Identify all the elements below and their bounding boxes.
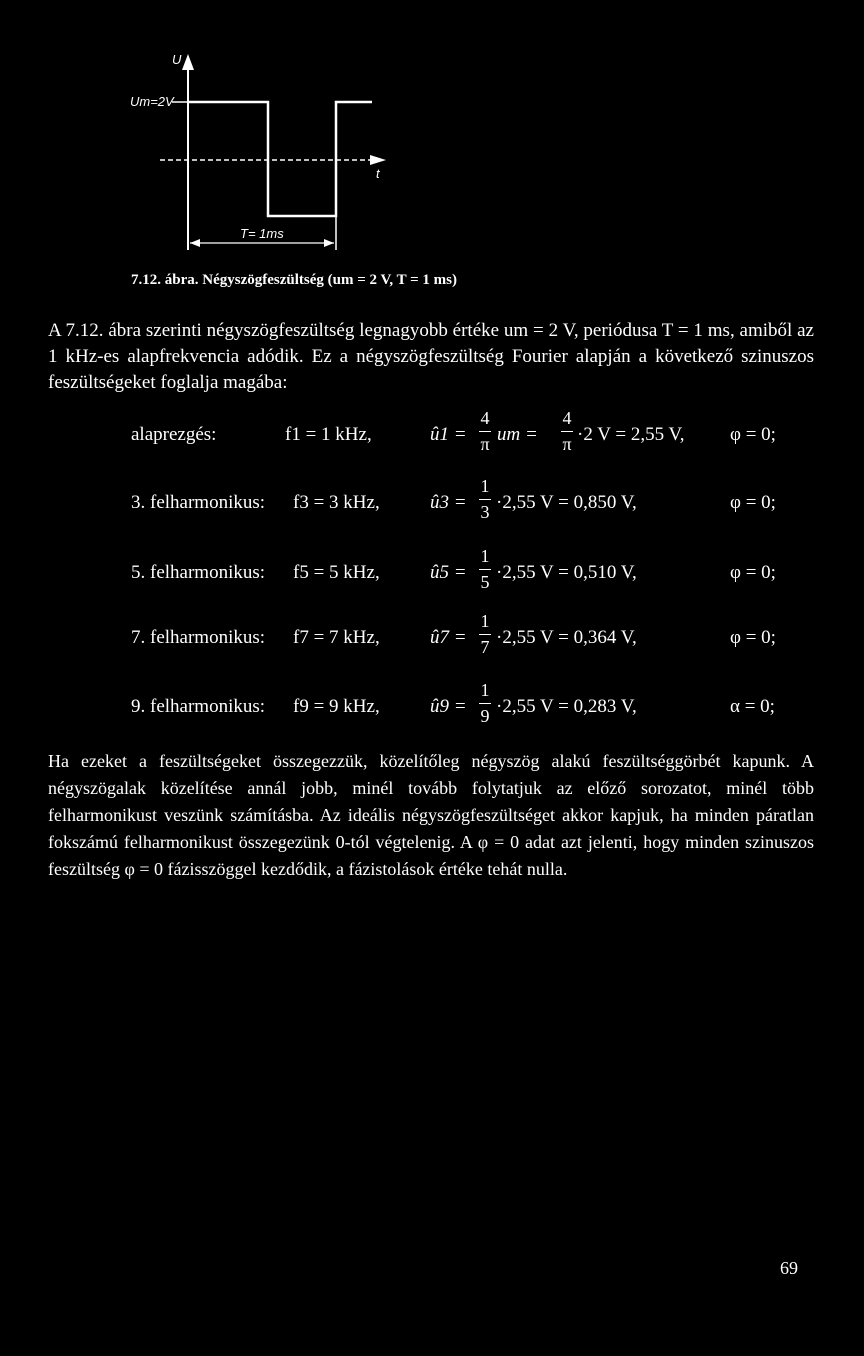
period-label: T= 1ms — [240, 226, 284, 241]
harmonic-label: 5. felharmonikus: — [131, 562, 266, 583]
harmonic-expression: ·2,55 V = 0,283 V, — [496, 696, 637, 717]
figure-caption: 7.12. ábra. Négyszögfeszültség (um = 2 V, T = 1 ms) — [131, 272, 457, 288]
t-axis-arrow — [370, 155, 386, 165]
harmonic-label: 3. felharmonikus: — [131, 492, 266, 513]
harmonic-row-5 — [0, 540, 864, 600]
fraction-numerator: 1 — [480, 476, 490, 496]
harmonic-frequency: f5 = 5 kHz, — [293, 562, 380, 583]
harmonic-expression: ·2 V = 2,55 V, — [577, 424, 685, 445]
u-axis-arrow — [182, 54, 194, 70]
um-label: Um=2V — [130, 94, 174, 109]
fraction-denominator: 7 — [480, 637, 490, 657]
fraction-numerator: 1 — [480, 611, 490, 631]
harmonic-amplitude-symbol: û5 = — [430, 562, 467, 583]
t-axis-label: t — [376, 166, 380, 181]
harmonic-row-3 — [0, 470, 864, 530]
page-number: 69 — [780, 1258, 798, 1278]
harmonic-row-fundamental — [0, 402, 864, 462]
harmonic-phase: α = 0; — [730, 696, 775, 717]
harmonic-frequency: f1 = 1 kHz, — [285, 424, 372, 445]
fraction-denominator: π — [562, 434, 572, 454]
harmonic-amplitude-symbol: û7 = — [430, 627, 467, 648]
harmonic-frequency: f9 = 9 kHz, — [293, 696, 380, 717]
fraction-numerator: 1 — [480, 680, 490, 700]
harmonic-phase: φ = 0; — [730, 627, 776, 648]
square-wave — [188, 102, 372, 216]
harmonic-label: 9. felharmonikus: — [131, 696, 266, 717]
square-wave-figure — [120, 50, 400, 265]
harmonic-phase: φ = 0; — [730, 562, 776, 583]
harmonic-expression: ·2,55 V = 0,364 V, — [496, 627, 637, 648]
harmonic-label: alaprezgés: — [131, 424, 217, 445]
harmonic-amplitude-symbol: û3 = — [430, 492, 467, 513]
harmonic-phase: φ = 0; — [730, 424, 776, 445]
fraction-denominator: 3 — [480, 502, 490, 522]
harmonic-amplitude-symbol: û9 = — [430, 696, 467, 717]
harmonic-frequency: f7 = 7 kHz, — [293, 627, 380, 648]
harmonic-label: 7. felharmonikus: — [131, 627, 266, 648]
closing-paragraph: Ha ezeket a feszültségeket összegezzük, közelítőleg négyszög alakú feszültséggörbét kapunk. A négyszögalak közelítése annál jobb, minél tovább folytatjuk az előző sorozatot, minél több felharmonikust veszünk számításba. Az ideális négyszögfeszültséget akkor kapjuk, ha minden páratlan fokszámú felharmonikust összegezünk 0-tól végtelenig. A φ = 0 adat azt jelenti, hogy minden szinuszos feszültség φ = 0 fázisszöggel kezdődik, a fázistolások értéke tehát nulla. — [48, 751, 814, 879]
fraction-denominator: π — [480, 434, 490, 454]
harmonic-frequency: f3 = 3 kHz, — [293, 492, 380, 513]
u-axis-label: U — [172, 52, 182, 67]
intro-paragraph: A 7.12. ábra szerinti négyszögfeszültség legnagyobb értéke um = 2 V, periódusa T = 1 ms, amiből az 1 kHz-es alapfrekvencia adódik. Ez a négyszögfeszültség Fourier alapján a következő szinuszos feszültségeket foglalja magába: — [48, 320, 814, 393]
fraction-numerator: 4 — [480, 408, 490, 428]
fraction-numerator: 4 — [562, 408, 572, 428]
fraction-numerator: 1 — [480, 546, 490, 566]
fraction-denominator: 5 — [480, 572, 490, 592]
harmonic-expression: ·2,55 V = 0,850 V, — [496, 492, 637, 513]
fraction-denominator: 9 — [480, 706, 490, 726]
harmonic-row-9 — [0, 674, 864, 734]
harmonic-row-7 — [0, 605, 864, 665]
harmonic-um: um = — [497, 424, 538, 445]
harmonic-phase: φ = 0; — [730, 492, 776, 513]
harmonic-expression: ·2,55 V = 0,510 V, — [496, 562, 637, 583]
harmonic-amplitude-symbol: û1 = — [430, 424, 467, 445]
